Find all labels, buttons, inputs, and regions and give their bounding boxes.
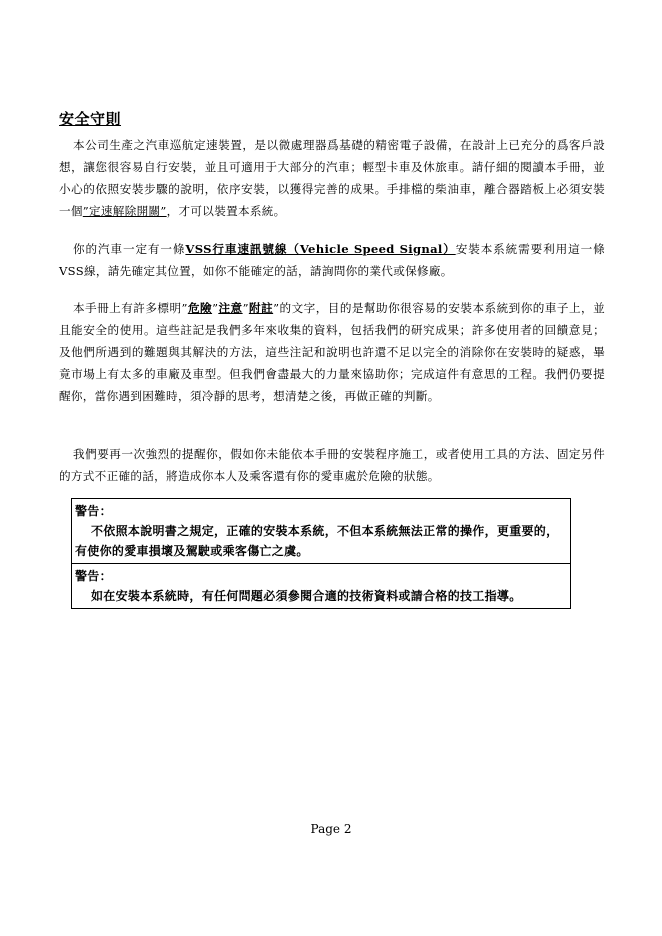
intro-text-end: ，才可以裝置本系統。	[166, 204, 286, 218]
note-term: 附註	[248, 301, 274, 315]
danger-term: 危險	[187, 301, 213, 315]
notes-sep-1: ”	[212, 301, 219, 315]
page-number: Page 2	[310, 822, 352, 836]
vss-text-end: 安裝本系統需要利用這一條VSS線，請先確定其位置，如你不能確定的話，請詢問你的業代或保修廠。	[59, 242, 605, 278]
warning-section	[72, 563, 570, 608]
warning-label: 警告：	[75, 504, 112, 518]
notes-text: 本手冊上有許多標明”	[73, 301, 188, 315]
notes-sep-2: ”	[242, 301, 249, 315]
clutch-switch-term: ”定速解除開關”	[82, 204, 167, 218]
warning-box	[71, 498, 571, 609]
intro-text: 本公司生產之汽車巡航定速裝置，是以微處理器爲基礎的精密電子設備，在設計上已充分的爲客戶設想，讓您很容易自行安裝，並且可適用于大部分的汽車；輕型卡車及休旅車。請仔細的閱讀本手冊，並小心的依照安裝步驟的說明，依序安裝，以獲得完善的成果。手排檔的柴油車，離合器踏板上必須安裝一個	[59, 138, 605, 218]
notes-text-end: ”的文字，目的是幫助你很容易的安裝本系統到你的車子上，並且能安全的使用。這些註記是我們多年來收集的資料，包括我們的研究成果；許多使用者的回饋意見；及他們所遇到的難題與其解決的方法，這些注記和說明也許還不足以完全的消除你在安裝時的疑惑，畢竟市場上有太多的車廠及車型。但我們會盡最大的力量來協助你；完成這件有意思的工程。我們仍要提醒你，當你遇到困難時，須冷靜的思考，想清楚之後，再做正確的判斷。	[59, 301, 605, 403]
warning-label: 警告：	[75, 569, 112, 583]
paragraph-notes	[59, 297, 605, 407]
paragraph-vss	[59, 238, 605, 282]
paragraph-reminder: 我們要再一次強烈的提醒你，假如你未能依本手冊的安裝程序施工，或者使用工具的方法、固定另件的方式不正確的話，將造成你本人及乘客還有你的愛車處於危險的狀態。	[59, 447, 605, 483]
paragraph-intro	[59, 134, 605, 222]
warning-section	[72, 499, 570, 563]
vss-text: 你的汽車一定有一條	[73, 242, 186, 256]
warning-text: 不依照本說明書之規定，正確的安裝本系統，不但本系統無法正常的操作，更重要的，有使你的愛車損壞及駕駛或乘客傷亡之虞。	[75, 524, 559, 558]
caution-term: 注意	[218, 301, 243, 315]
warning-text: 如在安裝本系統時，有任何問題必須參閱合適的技術資料或請合格的技工指導。	[91, 589, 522, 603]
section-title: 安全守則	[59, 110, 122, 128]
vss-signal-term: VSS行車速訊號線（Vehicle Speed Signal）	[185, 242, 456, 256]
